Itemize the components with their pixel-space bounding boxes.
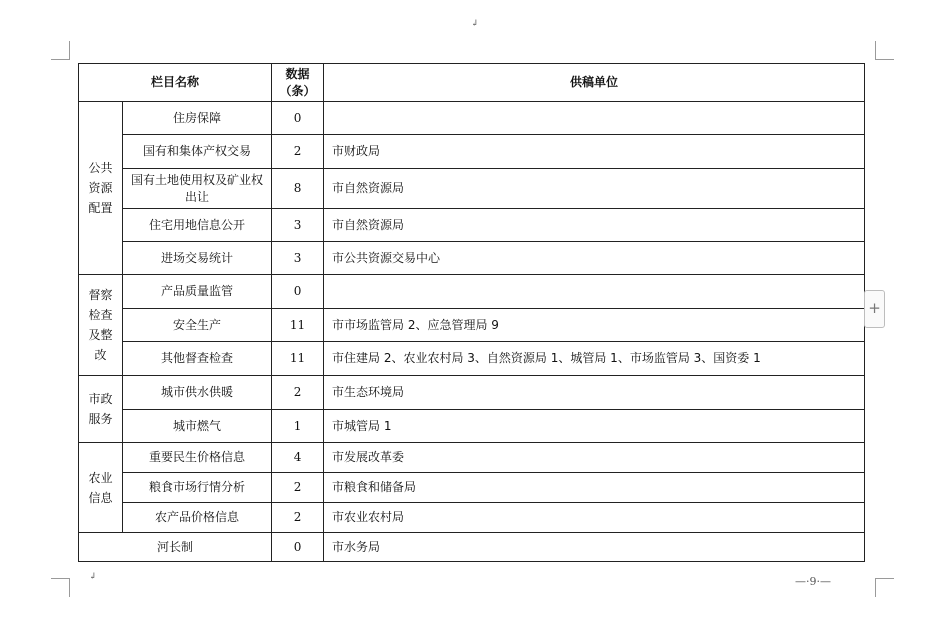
paragraph-mark-top: ↲	[471, 19, 479, 29]
table-row	[79, 342, 865, 376]
table-row	[79, 410, 865, 443]
crop-mark-top-left	[51, 41, 70, 60]
item-count: 2	[272, 376, 324, 410]
category-cell: 市政服务	[79, 376, 123, 443]
category-cell: 公共资源配置	[79, 102, 123, 275]
item-source: 市住建局 2、农业农村局 3、自然资源局 1、城管局 1、市场监管局 3、国资委 1	[324, 342, 865, 376]
item-name: 重要民生价格信息	[123, 443, 272, 473]
item-count: 0	[272, 102, 324, 135]
table-row	[79, 102, 865, 135]
table-row	[79, 443, 865, 473]
item-name: 城市供水供暖	[123, 376, 272, 410]
item-name: 河长制	[79, 533, 272, 562]
table-row	[79, 135, 865, 169]
header-count-line2: （条）	[279, 83, 316, 98]
item-source	[324, 275, 865, 309]
header-category: 栏目名称	[79, 64, 272, 102]
item-count: 11	[272, 342, 324, 376]
item-source: 市自然资源局	[324, 209, 865, 242]
crop-mark-bottom-right	[875, 578, 894, 597]
expand-panel-button[interactable]	[864, 290, 885, 328]
item-count: 8	[272, 169, 324, 209]
table-row	[79, 376, 865, 410]
item-count: 3	[272, 209, 324, 242]
item-count: 2	[272, 473, 324, 503]
item-count: 1	[272, 410, 324, 443]
table-row	[79, 503, 865, 533]
table-row	[79, 209, 865, 242]
item-count: 0	[272, 275, 324, 309]
table-row	[79, 533, 865, 562]
item-source: 市财政局	[324, 135, 865, 169]
table-row	[79, 169, 865, 209]
item-source: 市生态环境局	[324, 376, 865, 410]
table-row	[79, 242, 865, 275]
item-name: 住房保障	[123, 102, 272, 135]
header-source: 供稿单位	[324, 64, 865, 102]
data-table	[78, 63, 865, 562]
category-cell: 农业信息	[79, 443, 123, 533]
item-count: 3	[272, 242, 324, 275]
table-header-row	[79, 64, 865, 102]
table-row	[79, 473, 865, 503]
item-count: 0	[272, 533, 324, 562]
item-name: 国有和集体产权交易	[123, 135, 272, 169]
table-row	[79, 275, 865, 309]
item-source	[324, 102, 865, 135]
table-row	[79, 309, 865, 342]
item-source: 市自然资源局	[324, 169, 865, 209]
item-name: 安全生产	[123, 309, 272, 342]
page-number: —·9·—	[795, 575, 831, 588]
item-count: 2	[272, 135, 324, 169]
item-source: 市水务局	[324, 533, 865, 562]
header-count	[272, 64, 324, 102]
item-count: 4	[272, 443, 324, 473]
item-name: 城市燃气	[123, 410, 272, 443]
plus-icon: +	[868, 299, 881, 317]
item-name: 进场交易统计	[123, 242, 272, 275]
crop-mark-bottom-left	[51, 578, 70, 597]
item-count: 2	[272, 503, 324, 533]
item-source: 市粮食和储备局	[324, 473, 865, 503]
item-name: 国有土地使用权及矿业权出让	[123, 169, 272, 209]
item-source: 市市场监管局 2、应急管理局 9	[324, 309, 865, 342]
item-source: 市公共资源交易中心	[324, 242, 865, 275]
item-name: 住宅用地信息公开	[123, 209, 272, 242]
category-cell: 督察检查及整改	[79, 275, 123, 376]
item-name: 产品质量监管	[123, 275, 272, 309]
header-count-line1: 数据	[285, 66, 310, 81]
paragraph-mark-bottom: ↲	[89, 572, 97, 582]
crop-mark-top-right	[875, 41, 894, 60]
item-name: 农产品价格信息	[123, 503, 272, 533]
item-source: 市发展改革委	[324, 443, 865, 473]
item-name: 粮食市场行情分析	[123, 473, 272, 503]
item-source: 市城管局 1	[324, 410, 865, 443]
item-name: 其他督查检查	[123, 342, 272, 376]
item-count: 11	[272, 309, 324, 342]
item-source: 市农业农村局	[324, 503, 865, 533]
